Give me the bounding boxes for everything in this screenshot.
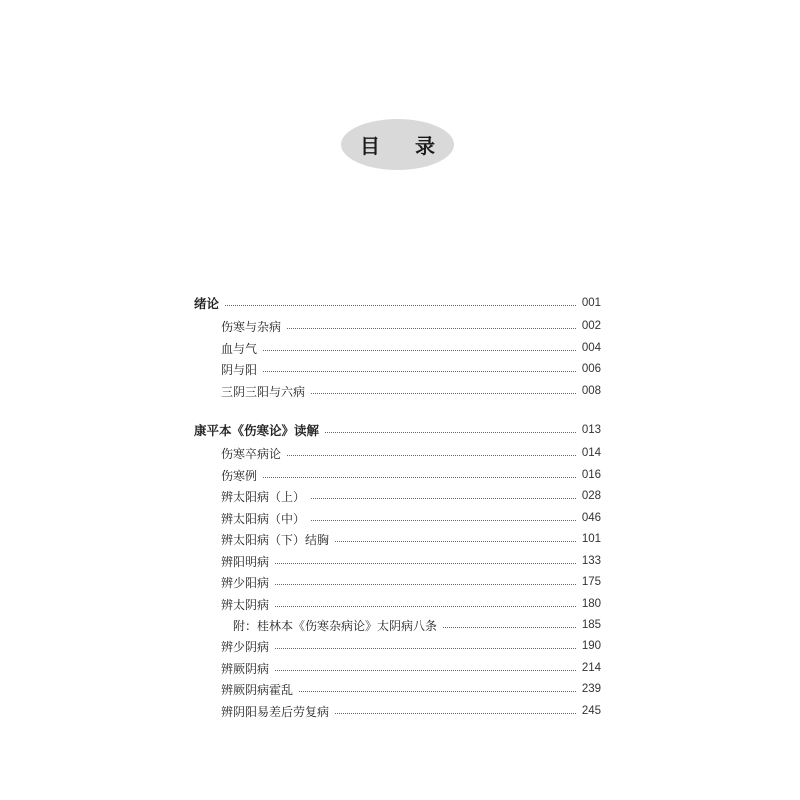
toc-entry-page: 002 bbox=[581, 320, 601, 332]
dot-leader bbox=[311, 498, 576, 499]
toc-entry-page: 016 bbox=[581, 469, 601, 481]
toc-entry[interactable] bbox=[221, 466, 601, 484]
toc-entry-page: 006 bbox=[581, 363, 601, 375]
dot-leader bbox=[275, 563, 576, 564]
toc-entry-page: 180 bbox=[581, 598, 601, 610]
toc-entry-label: 康平本《伤寒论》读解 bbox=[194, 423, 320, 438]
toc-entry-label: 附：桂林本《伤寒杂病论》太阴病八条 bbox=[233, 618, 438, 633]
toc-entry[interactable] bbox=[233, 616, 601, 634]
toc-entry-label: 辨阳明病 bbox=[221, 554, 270, 569]
toc-entry-page: 001 bbox=[581, 297, 601, 309]
toc-entry[interactable] bbox=[194, 294, 601, 312]
dot-leader bbox=[287, 455, 576, 456]
toc-entry[interactable] bbox=[221, 360, 601, 378]
toc-entry[interactable] bbox=[221, 573, 601, 591]
toc-entry[interactable] bbox=[221, 702, 601, 720]
toc-entry-label: 辨太阳病（上） bbox=[221, 489, 306, 504]
toc-entry-label: 伤寒与杂病 bbox=[221, 319, 282, 334]
toc-entry[interactable] bbox=[221, 339, 601, 357]
dot-leader bbox=[311, 393, 576, 394]
dot-leader bbox=[311, 520, 576, 521]
toc-entry-label: 辨太阳病（下）结胸 bbox=[221, 532, 330, 547]
toc-entry-page: 013 bbox=[581, 424, 601, 436]
toc-entry-label: 伤寒例 bbox=[221, 468, 258, 483]
toc-entry-page: 175 bbox=[581, 576, 601, 588]
toc-entry-page: 133 bbox=[581, 555, 601, 567]
dot-leader bbox=[287, 328, 576, 329]
toc-entry-label: 辨太阳病（中） bbox=[221, 511, 306, 526]
toc-entry-label: 辨少阳病 bbox=[221, 575, 270, 590]
toc-entry-page: 008 bbox=[581, 385, 601, 397]
dot-leader bbox=[225, 305, 576, 306]
toc-entry[interactable] bbox=[221, 487, 601, 505]
toc-entry-page: 214 bbox=[581, 662, 601, 674]
toc-entry-label: 绪论 bbox=[194, 296, 220, 311]
toc-entry-label: 辨少阴病 bbox=[221, 639, 270, 654]
dot-leader bbox=[299, 691, 576, 692]
dot-leader bbox=[335, 541, 576, 542]
toc-entry[interactable] bbox=[221, 530, 601, 548]
toc-entry-label: 阴与阳 bbox=[221, 362, 258, 377]
toc-entry-label: 血与气 bbox=[221, 341, 258, 356]
toc-entry-page: 190 bbox=[581, 640, 601, 652]
dot-leader bbox=[443, 627, 576, 628]
dot-leader bbox=[263, 477, 576, 478]
toc-entry-page: 101 bbox=[581, 533, 601, 545]
toc-entry-page: 245 bbox=[581, 705, 601, 717]
dot-leader bbox=[325, 432, 576, 433]
dot-leader bbox=[275, 606, 576, 607]
toc-entry-label: 辨阴阳易差后劳复病 bbox=[221, 704, 330, 719]
toc-entry-page: 239 bbox=[581, 683, 601, 695]
toc-entry[interactable] bbox=[221, 509, 601, 527]
toc-entry[interactable] bbox=[221, 317, 601, 335]
dot-leader bbox=[263, 371, 576, 372]
toc-entry[interactable] bbox=[221, 552, 601, 570]
toc-entry[interactable] bbox=[221, 595, 601, 613]
dot-leader bbox=[263, 350, 576, 351]
toc-entry-page: 046 bbox=[581, 512, 601, 524]
dot-leader bbox=[275, 670, 576, 671]
toc-entry-page: 014 bbox=[581, 447, 601, 459]
toc-entry-page: 004 bbox=[581, 342, 601, 354]
toc-entry[interactable] bbox=[194, 421, 601, 439]
toc-entry-label: 辨厥阴病霍乱 bbox=[221, 682, 294, 697]
toc-entry-label: 伤寒卒病论 bbox=[221, 446, 282, 461]
toc-entry[interactable] bbox=[221, 444, 601, 462]
toc-entry-label: 辨厥阴病 bbox=[221, 661, 270, 676]
page-title: 目 录 bbox=[360, 134, 449, 158]
toc-entry[interactable] bbox=[221, 637, 601, 655]
toc-entry-label: 三阴三阳与六病 bbox=[221, 384, 306, 399]
toc-entry[interactable] bbox=[221, 382, 601, 400]
dot-leader bbox=[335, 713, 576, 714]
toc-entry-page: 028 bbox=[581, 490, 601, 502]
toc-entry[interactable] bbox=[221, 680, 601, 698]
toc-entry-page: 185 bbox=[581, 619, 601, 631]
dot-leader bbox=[275, 648, 576, 649]
dot-leader bbox=[275, 584, 576, 585]
toc-entry[interactable] bbox=[221, 659, 601, 677]
toc-entry-label: 辨太阴病 bbox=[221, 597, 270, 612]
